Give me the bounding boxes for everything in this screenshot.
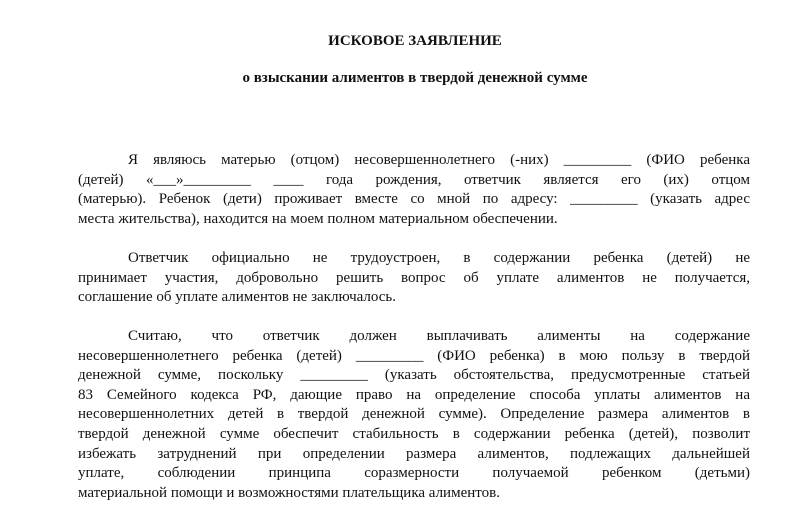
text-line: избежать затруднений при определении размера алиментов, подлежащих дальнейшей — [78, 445, 750, 462]
text-line: места жительства), находится на моем полном материальном обеспечении. — [78, 210, 558, 227]
text-line: соглашение об уплате алиментов не заключалось. — [78, 289, 397, 306]
text-line: уплате, соблюдении принципа соразмерности получаемой ребенком (детьми) — [78, 465, 750, 482]
paragraph-3 — [78, 327, 750, 503]
document-title: ИСКОВОЕ ЗАЯВЛЕНИЕ — [328, 33, 502, 49]
text-line: несовершеннолетних детей в твердой денежной сумме). Определение размера алиментов в — [78, 406, 750, 423]
text-line: 83 Семейного кодекса РФ, дающие право на определение способа уплаты алиментов на — [78, 386, 750, 403]
text-line: материальной помощи и возможностями плательщика алиментов. — [78, 484, 500, 501]
text-line: денежной сумме, поскольку _________ (указать обстоятельства, предусмотренные статьей — [78, 367, 750, 384]
text-line: Я являюсь матерью (отцом) несовершеннолетнего (-них) _________ (ФИО ребенка — [128, 152, 750, 168]
text-line: Ответчик официально не трудоустроен, в содержании ребенка (детей) не — [128, 250, 750, 266]
text-line: (детей) «___»_________ ____ года рождения, ответчик является его (их) отцом — [78, 171, 750, 188]
text-line: принимает участия, добровольно решить вопрос об уплате алиментов не получается, — [78, 269, 750, 286]
text-line: Считаю, что ответчик должен выплачивать алименты на содержание — [128, 328, 750, 344]
text-line: твердой денежной сумме обеспечит стабильность в содержании ребенка (детей), позволит — [78, 425, 750, 442]
text-line: несовершеннолетнего ребенка (детей) _________ (ФИО ребенка) в мою пользу в твердой — [78, 347, 750, 364]
text-line: (матерью). Ребенок (дети) проживает вместе со мной по адресу: _________ (указать адрес — [78, 191, 750, 208]
document-subtitle: о взыскании алиментов в твердой денежной сумме — [242, 70, 588, 86]
paragraph-2 — [78, 249, 750, 308]
paragraph-1 — [78, 151, 750, 229]
